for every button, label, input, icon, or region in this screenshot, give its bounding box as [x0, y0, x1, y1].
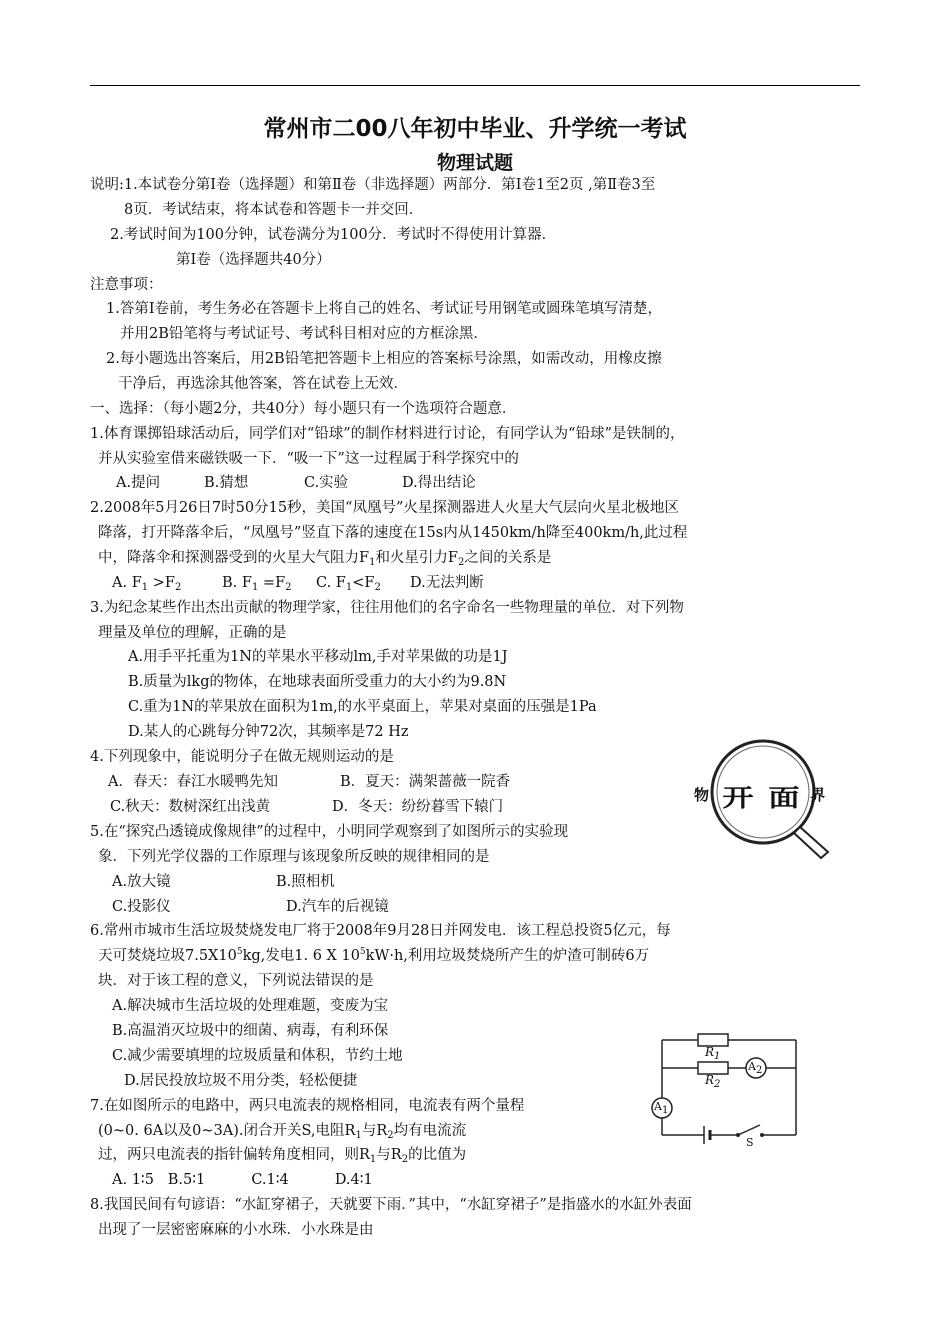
- option-a: A.解决城市生活垃圾的处理难题，变废为宝: [112, 998, 389, 1014]
- option-b: B.质量为lkg的物体，在地球表面所受重力的大小约为9.8N: [128, 674, 507, 690]
- question-text: 过，两只电流表的指针偏转角度相同，则$R_1$与$R_2$的比值为: [98, 1147, 467, 1165]
- question-text: 1.体育课掷铅球活动后，同学们对“铅球”的制作材料进行讨论，有同学认为“铅球”是铁制的，: [90, 426, 685, 442]
- instructions-line: 第Ⅰ卷（选择题共40分）: [176, 252, 331, 268]
- option-c: C.秋天：数树深红出浅黄: [110, 799, 271, 815]
- question-text: 出现了一层密密麻麻的小水珠．小水珠是由: [98, 1222, 374, 1238]
- figure-text-right: 界: [810, 786, 826, 804]
- option-c: C.实验: [304, 475, 349, 491]
- instructions-line: 说明:1.本试卷分第Ⅰ卷（选择题）和第Ⅱ卷（非选择题）两部分．第Ⅰ卷1至2页 ,第Ⅱ卷3至: [90, 177, 656, 193]
- section-heading: 一、选择：（每小题2分，共40分）每小题只有一个选项符合题意．: [90, 401, 517, 417]
- instructions-line: 注意事项：: [90, 277, 163, 293]
- option-a: A.放大镜: [112, 874, 171, 890]
- figure-text-left: 物: [694, 786, 710, 804]
- instructions-line: 8页．考试结束，将本试卷和答题卡一并交回．: [124, 202, 424, 218]
- figure-text-mid2: 面: [768, 783, 800, 812]
- instructions-line: 2.考试时间为100分钟，试卷满分为100分．考试时不得使用计算器．: [110, 227, 557, 243]
- question-text: 天可焚烧垃圾$7.5X10^5kg$,发电1. 6 X $10^5kW\cdot h$,利用垃圾焚烧所产生的炉渣可制砖6万: [98, 947, 650, 964]
- question-text: 3.为纪念某些作出杰出贡献的物理学家，往往用他们的名字命名一些物理量的单位．对下列物: [90, 600, 684, 616]
- page-title: 常州市二00八年初中毕业、升学统一考试: [263, 116, 687, 142]
- question-text: 象．下列光学仪器的工作原理与该现象所反映的规律相同的是: [98, 849, 490, 865]
- question-text: 8.我国民间有句谚语：“水缸穿裙子，天就要下雨．”其中，“水缸穿裙子”是指盛水的水缸外表面: [90, 1197, 692, 1213]
- question-text: 5.在“探究凸透镜成像规律”的过程中，小明同学观察到了如图所示的实验现: [90, 824, 569, 840]
- option-b: B. $F_1 =F_2$: [222, 575, 292, 593]
- header-rule: [90, 85, 860, 86]
- question-text: 降落，打开降落伞后，“凤凰号”竖直下落的速度在15s内从1450km/h降至400km/h,此过程: [98, 525, 688, 541]
- question-text: 中，降落伞和探测器受到的火星大气阻力$F_1$和火星引力$F_2$之间的关系是: [98, 550, 552, 568]
- instructions-line: 并用2B铅笔将与考试证号、考试科目相对应的方框涂黑．: [120, 326, 488, 342]
- ammeter-a1-label: $A_1$: [654, 1100, 669, 1116]
- ammeter-a2-label: $A_2$: [748, 1060, 763, 1076]
- option-c: C.投影仪: [112, 899, 171, 915]
- question-text: 6.常州市城市生活垃圾焚烧发电厂将于2008年9月28日并网发电．该工程总投资5亿元，每: [90, 923, 671, 939]
- option-d: D.汽车的后视镜: [286, 899, 389, 915]
- instructions-line: 1.答第Ⅰ卷前，考生务必在答题卡上将自己的姓名、考试证号用钢笔或圆珠笔填写清楚，: [106, 301, 663, 317]
- instructions-line: 2.每小题选出答案后，用2B铅笔把答题卡上相应的答案标号涂黑，如需改动，用橡皮擦: [106, 351, 662, 367]
- question-text: 7.在如图所示的电路中，两只电流表的规格相同，电流表有两个量程: [90, 1098, 525, 1114]
- switch-label: S: [746, 1136, 754, 1149]
- question-text: 理量及单位的理解，正确的是: [98, 625, 287, 641]
- r2-label: $R_2$: [705, 1073, 721, 1090]
- circuit-diagram: [646, 1030, 802, 1150]
- option-d: D．冬天：纷纷暮雪下辕门: [332, 799, 504, 815]
- magnifier-figure: [688, 730, 838, 860]
- question-text: 块．对于该工程的意义，下列说法错误的是: [98, 973, 374, 989]
- option-b: B.猜想: [204, 475, 249, 491]
- option-b: B.高温消灭垃圾中的细菌、病毒，有利环保: [112, 1023, 389, 1039]
- instructions-line: 干净后，再选涂其他答案，答在试卷上无效．: [118, 376, 408, 392]
- option-c: C.重为1N的苹果放在面积为1m,的水平桌面上，苹果对桌面的压强是1Pa: [128, 699, 597, 715]
- option-d: D.得出结论: [402, 475, 476, 491]
- option-c: C. $F_1<F_2$: [316, 575, 381, 593]
- figure-text-mid1: 开: [722, 783, 754, 812]
- question-text: 2.2008年5月26日7时50分15秒，美国“凤凰号”火星探测器进人火星大气层向火星北极地区: [90, 500, 679, 516]
- option-d: D.无法判断: [410, 575, 484, 591]
- option-a: A.提问: [116, 475, 161, 491]
- r1-label: $R_1$: [705, 1045, 721, 1062]
- question-text: (0~0. 6A以及0~3A).闭合开关S,电阻$R_1$与$R_2$均有电流流: [98, 1123, 467, 1141]
- page-subtitle: 物理试题: [436, 152, 513, 174]
- option-d: D.某人的心跳每分钟72次，其频率是72 Hz: [128, 724, 409, 740]
- options-row: A. 1∶5 B.5∶1 C.1∶4 D.4∶1: [112, 1172, 373, 1188]
- option-a: A. $F_1 >F_2$: [112, 575, 182, 593]
- question-text: 4.下列现象中，能说明分子在做无规则运动的是: [90, 749, 394, 765]
- option-c: C.减少需要填埋的垃圾质量和体积，节约土地: [112, 1048, 403, 1064]
- option-d: D.居民投放垃圾不用分类，轻松便捷: [124, 1073, 358, 1089]
- option-a: A．春天：春江水暖鸭先知: [108, 774, 278, 790]
- option-b: B．夏天：满架蔷薇一院香: [340, 774, 511, 790]
- option-a: A.用手平托重为1N的苹果水平移动lm,手对苹果做的功是1J: [128, 649, 508, 665]
- option-b: B.照相机: [276, 874, 335, 890]
- question-text: 并从实验室借来磁铁吸一下．“吸一下”这一过程属于科学探究中的: [98, 451, 519, 467]
